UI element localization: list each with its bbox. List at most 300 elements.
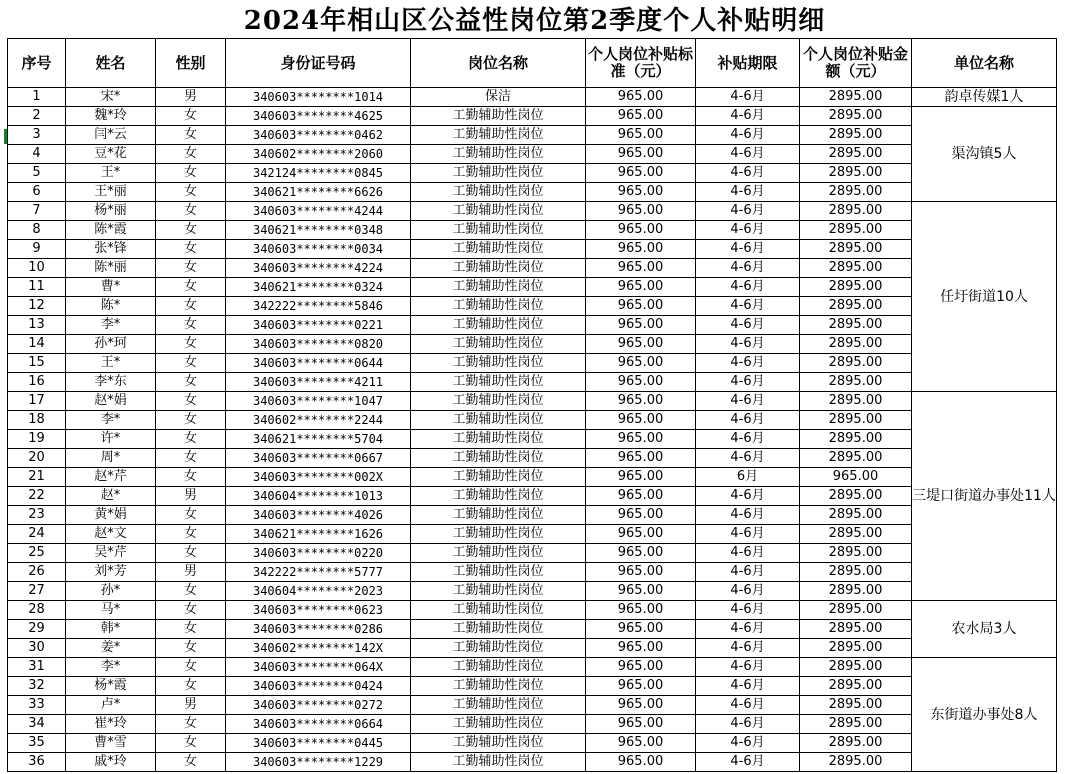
cell-gender[interactable]: 男 bbox=[156, 88, 226, 107]
cell-index[interactable]: 16 bbox=[8, 373, 66, 392]
cell-id-number[interactable]: 342222********5777 bbox=[226, 563, 411, 582]
cell-period[interactable]: 4-6月 bbox=[696, 107, 800, 126]
cell-id-number[interactable]: 340603********0644 bbox=[226, 354, 411, 373]
cell-name[interactable]: 王* bbox=[66, 354, 156, 373]
cell-id-number[interactable]: 340603********4211 bbox=[226, 373, 411, 392]
cell-amount[interactable]: 2895.00 bbox=[800, 411, 912, 430]
cell-position[interactable]: 工勤辅助性岗位 bbox=[411, 563, 586, 582]
cell-name[interactable]: 孙* bbox=[66, 582, 156, 601]
cell-amount[interactable]: 965.00 bbox=[800, 468, 912, 487]
cell-index[interactable]: 8 bbox=[8, 221, 66, 240]
cell-gender[interactable]: 女 bbox=[156, 753, 226, 772]
cell-unit-name[interactable]: 三堤口街道办事处11人 bbox=[912, 392, 1057, 601]
cell-position[interactable]: 工勤辅助性岗位 bbox=[411, 506, 586, 525]
cell-id-number[interactable]: 340621********0348 bbox=[226, 221, 411, 240]
cell-amount[interactable]: 2895.00 bbox=[800, 126, 912, 145]
cell-amount[interactable]: 2895.00 bbox=[800, 278, 912, 297]
cell-index[interactable]: 28 bbox=[8, 601, 66, 620]
cell-position[interactable]: 工勤辅助性岗位 bbox=[411, 259, 586, 278]
cell-id-number[interactable]: 340603********1229 bbox=[226, 753, 411, 772]
cell-period[interactable]: 4-6月 bbox=[696, 582, 800, 601]
cell-name[interactable]: 李* bbox=[66, 411, 156, 430]
cell-gender[interactable]: 女 bbox=[156, 354, 226, 373]
cell-gender[interactable]: 女 bbox=[156, 240, 226, 259]
cell-id-number[interactable]: 340603********4224 bbox=[226, 259, 411, 278]
cell-name[interactable]: 陈* bbox=[66, 297, 156, 316]
cell-name[interactable]: 宋* bbox=[66, 88, 156, 107]
cell-name[interactable]: 张*锋 bbox=[66, 240, 156, 259]
cell-position[interactable]: 工勤辅助性岗位 bbox=[411, 240, 586, 259]
cell-name[interactable]: 王*丽 bbox=[66, 183, 156, 202]
cell-id-number[interactable]: 340603********0445 bbox=[226, 734, 411, 753]
cell-period[interactable]: 4-6月 bbox=[696, 449, 800, 468]
cell-index[interactable]: 21 bbox=[8, 468, 66, 487]
cell-standard[interactable]: 965.00 bbox=[586, 734, 696, 753]
cell-standard[interactable]: 965.00 bbox=[586, 278, 696, 297]
cell-amount[interactable]: 2895.00 bbox=[800, 658, 912, 677]
cell-id-number[interactable]: 342124********0845 bbox=[226, 164, 411, 183]
cell-standard[interactable]: 965.00 bbox=[586, 449, 696, 468]
cell-index[interactable]: 22 bbox=[8, 487, 66, 506]
cell-period[interactable]: 4-6月 bbox=[696, 88, 800, 107]
cell-standard[interactable]: 965.00 bbox=[586, 126, 696, 145]
cell-amount[interactable]: 2895.00 bbox=[800, 696, 912, 715]
cell-unit-name[interactable]: 农水局3人 bbox=[912, 601, 1057, 658]
cell-gender[interactable]: 女 bbox=[156, 126, 226, 145]
cell-period[interactable]: 4-6月 bbox=[696, 183, 800, 202]
cell-amount[interactable]: 2895.00 bbox=[800, 487, 912, 506]
cell-position[interactable]: 工勤辅助性岗位 bbox=[411, 449, 586, 468]
cell-id-number[interactable]: 340603********0286 bbox=[226, 620, 411, 639]
cell-index[interactable]: 32 bbox=[8, 677, 66, 696]
cell-amount[interactable]: 2895.00 bbox=[800, 620, 912, 639]
cell-position[interactable]: 工勤辅助性岗位 bbox=[411, 677, 586, 696]
cell-period[interactable]: 4-6月 bbox=[696, 544, 800, 563]
cell-amount[interactable]: 2895.00 bbox=[800, 88, 912, 107]
cell-amount[interactable]: 2895.00 bbox=[800, 506, 912, 525]
cell-id-number[interactable]: 340603********1014 bbox=[226, 88, 411, 107]
cell-position[interactable]: 工勤辅助性岗位 bbox=[411, 107, 586, 126]
cell-amount[interactable]: 2895.00 bbox=[800, 373, 912, 392]
cell-period[interactable]: 4-6月 bbox=[696, 278, 800, 297]
cell-gender[interactable]: 女 bbox=[156, 620, 226, 639]
cell-period[interactable]: 6月 bbox=[696, 468, 800, 487]
cell-id-number[interactable]: 340603********4026 bbox=[226, 506, 411, 525]
cell-standard[interactable]: 965.00 bbox=[586, 582, 696, 601]
cell-gender[interactable]: 女 bbox=[156, 373, 226, 392]
cell-position[interactable]: 工勤辅助性岗位 bbox=[411, 658, 586, 677]
cell-standard[interactable]: 965.00 bbox=[586, 373, 696, 392]
cell-amount[interactable]: 2895.00 bbox=[800, 240, 912, 259]
cell-amount[interactable]: 2895.00 bbox=[800, 183, 912, 202]
cell-name[interactable]: 王* bbox=[66, 164, 156, 183]
cell-gender[interactable]: 女 bbox=[156, 278, 226, 297]
cell-standard[interactable]: 965.00 bbox=[586, 544, 696, 563]
cell-standard[interactable]: 965.00 bbox=[586, 430, 696, 449]
header-cell[interactable]: 序号 bbox=[8, 39, 66, 88]
cell-name[interactable]: 曹* bbox=[66, 278, 156, 297]
cell-period[interactable]: 4-6月 bbox=[696, 145, 800, 164]
cell-index[interactable]: 2 bbox=[8, 107, 66, 126]
cell-amount[interactable]: 2895.00 bbox=[800, 601, 912, 620]
cell-gender[interactable]: 女 bbox=[156, 259, 226, 278]
cell-index[interactable]: 13 bbox=[8, 316, 66, 335]
cell-name[interactable]: 刘*芳 bbox=[66, 563, 156, 582]
cell-gender[interactable]: 女 bbox=[156, 582, 226, 601]
cell-name[interactable]: 许* bbox=[66, 430, 156, 449]
cell-index[interactable]: 7 bbox=[8, 202, 66, 221]
cell-period[interactable]: 4-6月 bbox=[696, 620, 800, 639]
cell-unit-name[interactable]: 韵卓传媒1人 bbox=[912, 88, 1057, 107]
cell-standard[interactable]: 965.00 bbox=[586, 392, 696, 411]
cell-id-number[interactable]: 340621********0324 bbox=[226, 278, 411, 297]
cell-unit-name[interactable]: 东街道办事处8人 bbox=[912, 658, 1057, 772]
cell-period[interactable]: 4-6月 bbox=[696, 715, 800, 734]
cell-name[interactable]: 李* bbox=[66, 316, 156, 335]
cell-index[interactable]: 18 bbox=[8, 411, 66, 430]
cell-id-number[interactable]: 340621********5704 bbox=[226, 430, 411, 449]
cell-period[interactable]: 4-6月 bbox=[696, 506, 800, 525]
cell-gender[interactable]: 女 bbox=[156, 145, 226, 164]
cell-gender[interactable]: 女 bbox=[156, 316, 226, 335]
cell-amount[interactable]: 2895.00 bbox=[800, 753, 912, 772]
cell-period[interactable]: 4-6月 bbox=[696, 487, 800, 506]
cell-period[interactable]: 4-6月 bbox=[696, 563, 800, 582]
cell-name[interactable]: 戚*玲 bbox=[66, 753, 156, 772]
cell-amount[interactable]: 2895.00 bbox=[800, 202, 912, 221]
cell-name[interactable]: 周* bbox=[66, 449, 156, 468]
cell-position[interactable]: 工勤辅助性岗位 bbox=[411, 734, 586, 753]
header-cell[interactable]: 身份证号码 bbox=[226, 39, 411, 88]
cell-standard[interactable]: 965.00 bbox=[586, 240, 696, 259]
cell-gender[interactable]: 女 bbox=[156, 221, 226, 240]
cell-standard[interactable]: 965.00 bbox=[586, 164, 696, 183]
cell-amount[interactable]: 2895.00 bbox=[800, 107, 912, 126]
cell-amount[interactable]: 2895.00 bbox=[800, 335, 912, 354]
header-cell[interactable]: 姓名 bbox=[66, 39, 156, 88]
cell-id-number[interactable]: 340604********1013 bbox=[226, 487, 411, 506]
cell-standard[interactable]: 965.00 bbox=[586, 620, 696, 639]
cell-position[interactable]: 工勤辅助性岗位 bbox=[411, 297, 586, 316]
cell-id-number[interactable]: 340621********1626 bbox=[226, 525, 411, 544]
cell-index[interactable]: 17 bbox=[8, 392, 66, 411]
cell-amount[interactable]: 2895.00 bbox=[800, 316, 912, 335]
cell-standard[interactable]: 965.00 bbox=[586, 259, 696, 278]
cell-standard[interactable]: 965.00 bbox=[586, 563, 696, 582]
cell-id-number[interactable]: 340603********0034 bbox=[226, 240, 411, 259]
cell-gender[interactable]: 女 bbox=[156, 183, 226, 202]
cell-name[interactable]: 豆*花 bbox=[66, 145, 156, 164]
cell-id-number[interactable]: 340603********0424 bbox=[226, 677, 411, 696]
cell-index[interactable]: 24 bbox=[8, 525, 66, 544]
cell-index[interactable]: 27 bbox=[8, 582, 66, 601]
cell-gender[interactable]: 女 bbox=[156, 506, 226, 525]
cell-index[interactable]: 12 bbox=[8, 297, 66, 316]
cell-amount[interactable]: 2895.00 bbox=[800, 392, 912, 411]
cell-name[interactable]: 韩* bbox=[66, 620, 156, 639]
cell-standard[interactable]: 965.00 bbox=[586, 183, 696, 202]
cell-amount[interactable]: 2895.00 bbox=[800, 639, 912, 658]
cell-id-number[interactable]: 340603********4244 bbox=[226, 202, 411, 221]
cell-gender[interactable]: 女 bbox=[156, 658, 226, 677]
cell-gender[interactable]: 女 bbox=[156, 411, 226, 430]
cell-index[interactable]: 14 bbox=[8, 335, 66, 354]
cell-gender[interactable]: 女 bbox=[156, 430, 226, 449]
header-cell[interactable]: 个人岗位补贴标准（元） bbox=[586, 39, 696, 88]
cell-amount[interactable]: 2895.00 bbox=[800, 734, 912, 753]
cell-id-number[interactable]: 340603********0664 bbox=[226, 715, 411, 734]
cell-index[interactable]: 30 bbox=[8, 639, 66, 658]
cell-period[interactable]: 4-6月 bbox=[696, 411, 800, 430]
cell-name[interactable]: 吴*芹 bbox=[66, 544, 156, 563]
cell-name[interactable]: 赵*芹 bbox=[66, 468, 156, 487]
cell-position[interactable]: 工勤辅助性岗位 bbox=[411, 202, 586, 221]
cell-id-number[interactable]: 340621********6626 bbox=[226, 183, 411, 202]
cell-gender[interactable]: 女 bbox=[156, 601, 226, 620]
cell-position[interactable]: 工勤辅助性岗位 bbox=[411, 468, 586, 487]
cell-gender[interactable]: 女 bbox=[156, 202, 226, 221]
cell-period[interactable]: 4-6月 bbox=[696, 335, 800, 354]
cell-unit-name[interactable]: 任圩街道10人 bbox=[912, 202, 1057, 392]
cell-standard[interactable]: 965.00 bbox=[586, 202, 696, 221]
cell-period[interactable]: 4-6月 bbox=[696, 259, 800, 278]
cell-index[interactable]: 6 bbox=[8, 183, 66, 202]
cell-gender[interactable]: 女 bbox=[156, 449, 226, 468]
cell-position[interactable]: 工勤辅助性岗位 bbox=[411, 183, 586, 202]
cell-position[interactable]: 工勤辅助性岗位 bbox=[411, 411, 586, 430]
cell-period[interactable]: 4-6月 bbox=[696, 202, 800, 221]
cell-period[interactable]: 4-6月 bbox=[696, 240, 800, 259]
cell-period[interactable]: 4-6月 bbox=[696, 297, 800, 316]
cell-position[interactable]: 工勤辅助性岗位 bbox=[411, 164, 586, 183]
cell-position[interactable]: 工勤辅助性岗位 bbox=[411, 715, 586, 734]
cell-amount[interactable]: 2895.00 bbox=[800, 582, 912, 601]
cell-name[interactable]: 赵*娟 bbox=[66, 392, 156, 411]
cell-standard[interactable]: 965.00 bbox=[586, 335, 696, 354]
cell-name[interactable]: 黄*娟 bbox=[66, 506, 156, 525]
cell-id-number[interactable]: 342222********5846 bbox=[226, 297, 411, 316]
cell-standard[interactable]: 965.00 bbox=[586, 506, 696, 525]
cell-index[interactable]: 36 bbox=[8, 753, 66, 772]
cell-standard[interactable]: 965.00 bbox=[586, 145, 696, 164]
cell-period[interactable]: 4-6月 bbox=[696, 430, 800, 449]
cell-period[interactable]: 4-6月 bbox=[696, 753, 800, 772]
cell-standard[interactable]: 965.00 bbox=[586, 677, 696, 696]
cell-name[interactable]: 李* bbox=[66, 658, 156, 677]
cell-name[interactable]: 卢* bbox=[66, 696, 156, 715]
cell-index[interactable]: 25 bbox=[8, 544, 66, 563]
cell-standard[interactable]: 965.00 bbox=[586, 316, 696, 335]
cell-name[interactable]: 陈*丽 bbox=[66, 259, 156, 278]
cell-id-number[interactable]: 340603********0820 bbox=[226, 335, 411, 354]
cell-period[interactable]: 4-6月 bbox=[696, 164, 800, 183]
cell-position[interactable]: 工勤辅助性岗位 bbox=[411, 582, 586, 601]
cell-gender[interactable]: 女 bbox=[156, 335, 226, 354]
header-cell[interactable]: 单位名称 bbox=[912, 39, 1057, 88]
cell-position[interactable]: 保洁 bbox=[411, 88, 586, 107]
cell-name[interactable]: 杨*霞 bbox=[66, 677, 156, 696]
cell-name[interactable]: 马* bbox=[66, 601, 156, 620]
cell-gender[interactable]: 男 bbox=[156, 487, 226, 506]
cell-standard[interactable]: 965.00 bbox=[586, 487, 696, 506]
cell-id-number[interactable]: 340603********0623 bbox=[226, 601, 411, 620]
cell-position[interactable]: 工勤辅助性岗位 bbox=[411, 753, 586, 772]
cell-amount[interactable]: 2895.00 bbox=[800, 297, 912, 316]
cell-id-number[interactable]: 340603********0221 bbox=[226, 316, 411, 335]
cell-amount[interactable]: 2895.00 bbox=[800, 354, 912, 373]
cell-position[interactable]: 工勤辅助性岗位 bbox=[411, 544, 586, 563]
header-cell[interactable]: 岗位名称 bbox=[411, 39, 586, 88]
cell-index[interactable]: 10 bbox=[8, 259, 66, 278]
cell-position[interactable]: 工勤辅助性岗位 bbox=[411, 354, 586, 373]
cell-gender[interactable]: 女 bbox=[156, 677, 226, 696]
cell-id-number[interactable]: 340602********142X bbox=[226, 639, 411, 658]
cell-amount[interactable]: 2895.00 bbox=[800, 164, 912, 183]
cell-position[interactable]: 工勤辅助性岗位 bbox=[411, 335, 586, 354]
cell-position[interactable]: 工勤辅助性岗位 bbox=[411, 278, 586, 297]
cell-gender[interactable]: 女 bbox=[156, 544, 226, 563]
cell-index[interactable]: 29 bbox=[8, 620, 66, 639]
cell-id-number[interactable]: 340603********0272 bbox=[226, 696, 411, 715]
cell-name[interactable]: 崔*玲 bbox=[66, 715, 156, 734]
cell-amount[interactable]: 2895.00 bbox=[800, 449, 912, 468]
cell-index[interactable]: 33 bbox=[8, 696, 66, 715]
cell-id-number[interactable]: 340603********4625 bbox=[226, 107, 411, 126]
cell-id-number[interactable]: 340603********002X bbox=[226, 468, 411, 487]
cell-amount[interactable]: 2895.00 bbox=[800, 677, 912, 696]
cell-id-number[interactable]: 340602********2244 bbox=[226, 411, 411, 430]
cell-standard[interactable]: 965.00 bbox=[586, 639, 696, 658]
cell-gender[interactable]: 女 bbox=[156, 525, 226, 544]
cell-position[interactable]: 工勤辅助性岗位 bbox=[411, 639, 586, 658]
cell-amount[interactable]: 2895.00 bbox=[800, 259, 912, 278]
cell-name[interactable]: 赵* bbox=[66, 487, 156, 506]
cell-name[interactable]: 杨*丽 bbox=[66, 202, 156, 221]
cell-amount[interactable]: 2895.00 bbox=[800, 221, 912, 240]
header-cell[interactable]: 性别 bbox=[156, 39, 226, 88]
cell-standard[interactable]: 965.00 bbox=[586, 107, 696, 126]
cell-gender[interactable]: 女 bbox=[156, 639, 226, 658]
cell-amount[interactable]: 2895.00 bbox=[800, 544, 912, 563]
cell-period[interactable]: 4-6月 bbox=[696, 601, 800, 620]
cell-amount[interactable]: 2895.00 bbox=[800, 563, 912, 582]
cell-index[interactable]: 19 bbox=[8, 430, 66, 449]
cell-index[interactable]: 23 bbox=[8, 506, 66, 525]
cell-standard[interactable]: 965.00 bbox=[586, 468, 696, 487]
cell-position[interactable]: 工勤辅助性岗位 bbox=[411, 487, 586, 506]
cell-index[interactable]: 4 bbox=[8, 145, 66, 164]
cell-period[interactable]: 4-6月 bbox=[696, 639, 800, 658]
cell-gender[interactable]: 女 bbox=[156, 107, 226, 126]
cell-id-number[interactable]: 340603********1047 bbox=[226, 392, 411, 411]
cell-position[interactable]: 工勤辅助性岗位 bbox=[411, 696, 586, 715]
cell-position[interactable]: 工勤辅助性岗位 bbox=[411, 221, 586, 240]
cell-index[interactable]: 20 bbox=[8, 449, 66, 468]
cell-period[interactable]: 4-6月 bbox=[696, 354, 800, 373]
cell-index[interactable]: 3 bbox=[8, 126, 66, 145]
cell-position[interactable]: 工勤辅助性岗位 bbox=[411, 430, 586, 449]
cell-position[interactable]: 工勤辅助性岗位 bbox=[411, 145, 586, 164]
cell-standard[interactable]: 965.00 bbox=[586, 354, 696, 373]
cell-gender[interactable]: 女 bbox=[156, 164, 226, 183]
cell-standard[interactable]: 965.00 bbox=[586, 221, 696, 240]
cell-name[interactable]: 魏*玲 bbox=[66, 107, 156, 126]
cell-period[interactable]: 4-6月 bbox=[696, 696, 800, 715]
cell-name[interactable]: 孙*珂 bbox=[66, 335, 156, 354]
cell-name[interactable]: 闫*云 bbox=[66, 126, 156, 145]
cell-gender[interactable]: 男 bbox=[156, 563, 226, 582]
cell-standard[interactable]: 965.00 bbox=[586, 658, 696, 677]
cell-gender[interactable]: 女 bbox=[156, 734, 226, 753]
cell-amount[interactable]: 2895.00 bbox=[800, 430, 912, 449]
cell-position[interactable]: 工勤辅助性岗位 bbox=[411, 392, 586, 411]
cell-name[interactable]: 陈*霞 bbox=[66, 221, 156, 240]
cell-standard[interactable]: 965.00 bbox=[586, 753, 696, 772]
cell-index[interactable]: 26 bbox=[8, 563, 66, 582]
cell-gender[interactable]: 女 bbox=[156, 715, 226, 734]
cell-unit-name[interactable]: 渠沟镇5人 bbox=[912, 107, 1057, 202]
cell-id-number[interactable]: 340603********0462 bbox=[226, 126, 411, 145]
cell-period[interactable]: 4-6月 bbox=[696, 126, 800, 145]
cell-index[interactable]: 9 bbox=[8, 240, 66, 259]
cell-index[interactable]: 1 bbox=[8, 88, 66, 107]
cell-gender[interactable]: 女 bbox=[156, 468, 226, 487]
cell-index[interactable]: 34 bbox=[8, 715, 66, 734]
cell-id-number[interactable]: 340604********2023 bbox=[226, 582, 411, 601]
cell-index[interactable]: 15 bbox=[8, 354, 66, 373]
cell-id-number[interactable]: 340602********2060 bbox=[226, 145, 411, 164]
cell-period[interactable]: 4-6月 bbox=[696, 734, 800, 753]
cell-period[interactable]: 4-6月 bbox=[696, 316, 800, 335]
cell-index[interactable]: 5 bbox=[8, 164, 66, 183]
cell-position[interactable]: 工勤辅助性岗位 bbox=[411, 601, 586, 620]
cell-amount[interactable]: 2895.00 bbox=[800, 525, 912, 544]
cell-gender[interactable]: 女 bbox=[156, 392, 226, 411]
cell-period[interactable]: 4-6月 bbox=[696, 658, 800, 677]
cell-standard[interactable]: 965.00 bbox=[586, 525, 696, 544]
cell-standard[interactable]: 965.00 bbox=[586, 696, 696, 715]
cell-position[interactable]: 工勤辅助性岗位 bbox=[411, 620, 586, 639]
header-cell[interactable]: 补贴期限 bbox=[696, 39, 800, 88]
cell-position[interactable]: 工勤辅助性岗位 bbox=[411, 525, 586, 544]
cell-amount[interactable]: 2895.00 bbox=[800, 715, 912, 734]
cell-name[interactable]: 赵*文 bbox=[66, 525, 156, 544]
cell-index[interactable]: 11 bbox=[8, 278, 66, 297]
cell-position[interactable]: 工勤辅助性岗位 bbox=[411, 126, 586, 145]
cell-period[interactable]: 4-6月 bbox=[696, 525, 800, 544]
cell-name[interactable]: 曹*雪 bbox=[66, 734, 156, 753]
cell-amount[interactable]: 2895.00 bbox=[800, 145, 912, 164]
cell-position[interactable]: 工勤辅助性岗位 bbox=[411, 373, 586, 392]
cell-period[interactable]: 4-6月 bbox=[696, 677, 800, 696]
cell-gender[interactable]: 女 bbox=[156, 297, 226, 316]
cell-gender[interactable]: 男 bbox=[156, 696, 226, 715]
cell-period[interactable]: 4-6月 bbox=[696, 221, 800, 240]
cell-name[interactable]: 姜* bbox=[66, 639, 156, 658]
cell-period[interactable]: 4-6月 bbox=[696, 392, 800, 411]
cell-name[interactable]: 李*东 bbox=[66, 373, 156, 392]
header-cell[interactable]: 个人岗位补贴金额（元） bbox=[800, 39, 912, 88]
cell-standard[interactable]: 965.00 bbox=[586, 715, 696, 734]
cell-standard[interactable]: 965.00 bbox=[586, 88, 696, 107]
cell-position[interactable]: 工勤辅助性岗位 bbox=[411, 316, 586, 335]
cell-index[interactable]: 31 bbox=[8, 658, 66, 677]
cell-id-number[interactable]: 340603********0667 bbox=[226, 449, 411, 468]
cell-id-number[interactable]: 340603********0220 bbox=[226, 544, 411, 563]
cell-index[interactable]: 35 bbox=[8, 734, 66, 753]
cell-standard[interactable]: 965.00 bbox=[586, 601, 696, 620]
cell-standard[interactable]: 965.00 bbox=[586, 297, 696, 316]
